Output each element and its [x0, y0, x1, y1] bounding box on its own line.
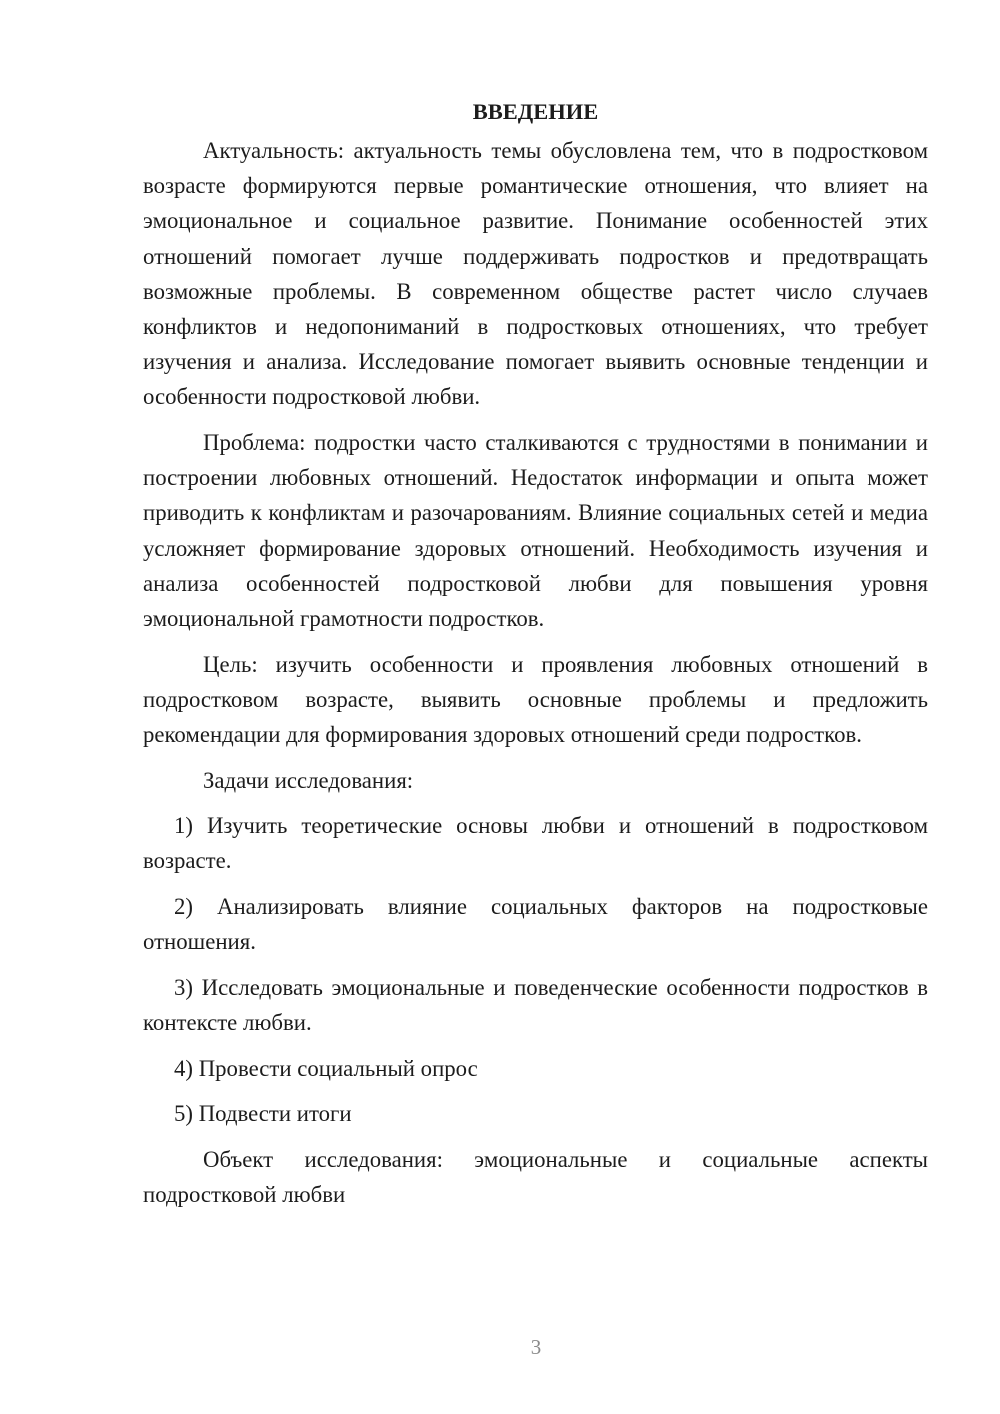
section-heading: ВВЕДЕНИЕ — [472, 99, 599, 124]
object-paragraph: Объект исследования: эмоциональные и социальные аспекты подростковой любви — [143, 1146, 928, 1207]
goal-paragraph: Цель: изучить особенности и проявления любовных отношений в подростковом возрасте, выявить основные проблемы и предложить рекомендации для формирования здоровых отношений среди подростков. — [143, 651, 928, 748]
page-content — [143, 94, 928, 1223]
task-item-1: 1) Изучить теоретические основы любви и отношений в подростковом возрасте. — [143, 813, 928, 874]
task-item-2: 2) Анализировать влияние социальных факторов на подростковые отношения. — [143, 894, 928, 955]
task-item-5: 5) Подвести итоги — [174, 1101, 352, 1127]
task-item-3: 3) Исследовать эмоциональные и поведенческие особенности подростков в контексте любви. — [143, 974, 928, 1036]
page-number: 3 — [530, 1335, 542, 1359]
tasks-title: Задачи исследования: — [203, 767, 414, 793]
relevance-paragraph: Актуальность: актуальность темы обусловлена тем, что в подростковом возрасте формируются первые романтические отношения, что влияет на эмоциональное и социальное развитие. Понимание особенностей этих отношений помогает лучше поддерживать подростков и предотвращать возможные проблемы. В современном обществе растет число случаев конфликтов и недопониманий в подростковых отношениях, что требует изучения и анализа. Исследование помогает выявить основные тенденции и особенности подростковой любви. — [143, 138, 928, 410]
task-item-4: 4) Провести социальный опрос — [174, 1055, 478, 1081]
problem-paragraph: Проблема: подростки часто сталкиваются с трудностями в понимании и построении любовных отношений. Недостаток информации и опыта может приводить к конфликтам и разочарованиям. Влияние социальных сетей и медиа усложняет формирование здоровых отношений. Необходимость изучения и анализа особенностей подростковой любви для повышения уровня эмоциональной грамотности подростков. — [143, 430, 928, 632]
